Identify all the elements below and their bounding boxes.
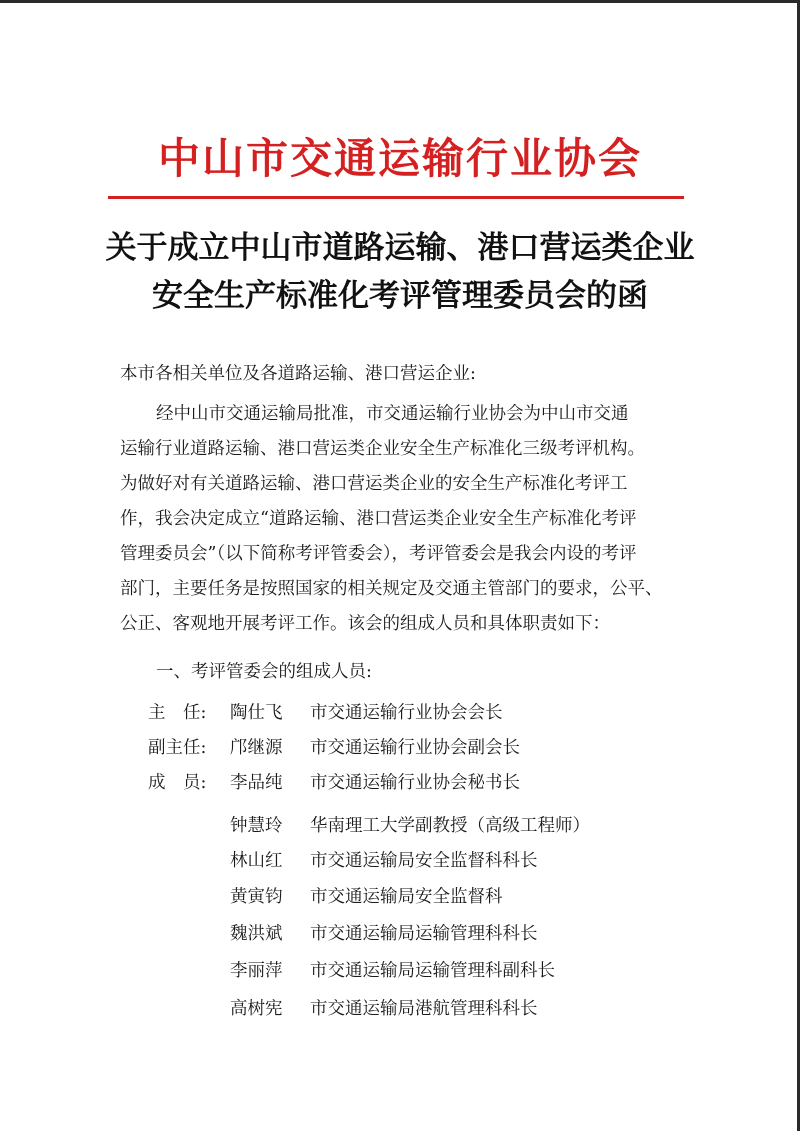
paragraph-line: 部门，主要任务是按照国家的相关规定及交通主管部门的要求，公平、	[120, 579, 663, 599]
member-position: 市交通运输局运输管理科副科长	[310, 961, 555, 981]
member-name: 魏洪斌	[230, 924, 283, 944]
member-position: 市交通运输局运输管理科科长	[310, 924, 538, 944]
paragraph-line: 作，我会决定成立“道路运输、港口营运类企业安全生产标准化考评	[120, 509, 637, 529]
section-heading: 一、考评管委会的组成人员:	[156, 662, 372, 682]
paragraph-line: 运输行业道路运输、港口营运类企业安全生产标准化三级考评机构。	[120, 439, 645, 459]
paragraph-line: 经中山市交通运输局批准，市交通运输行业协会为中山市交通	[156, 404, 629, 424]
member-name: 邝继源	[230, 738, 283, 758]
document-title-line-2: 安全生产标准化考评管理委员会的函	[152, 278, 648, 314]
member-position: 市交通运输局安全监督科科长	[310, 851, 538, 871]
letterhead-divider	[108, 196, 684, 199]
member-position: 市交通运输局安全监督科	[310, 887, 503, 907]
document-title-line-1: 关于成立中山市道路运输、港口营运类企业	[105, 230, 695, 266]
member-role: 副主任:	[148, 738, 207, 758]
member-position: 华南理工大学副教授（高级工程师）	[310, 816, 590, 836]
member-row	[148, 996, 708, 1022]
member-position: 市交通运输局港航管理科科长	[310, 999, 538, 1019]
scan-edge-top	[0, 0, 800, 3]
paragraph-line: 为做好对有关道路运输、港口营运类企业的安全生产标准化考评工	[120, 474, 628, 494]
member-name: 高树宪	[230, 999, 283, 1019]
member-role: 主 任:	[148, 703, 207, 723]
salutation: 本市各相关单位及各道路运输、港口营运企业:	[120, 364, 476, 384]
member-name: 林山红	[230, 851, 283, 871]
member-row	[148, 958, 708, 984]
member-row	[148, 700, 708, 726]
member-role: 成 员:	[148, 773, 207, 793]
paragraph-line: 管理委员会”（以下简称考评管委会），考评管委会是我会内设的考评	[120, 544, 637, 564]
member-position: 市交通运输行业协会副会长	[310, 738, 520, 758]
member-row	[148, 770, 708, 796]
member-name: 李丽萍	[230, 961, 283, 981]
member-row	[148, 884, 708, 910]
member-position: 市交通运输行业协会会长	[310, 703, 503, 723]
member-name: 钟慧玲	[230, 816, 283, 836]
member-position: 市交通运输行业协会秘书长	[310, 773, 520, 793]
member-row	[148, 848, 708, 874]
paragraph-line: 公正、客观地开展考评工作。该会的组成人员和具体职责如下：	[120, 614, 610, 634]
member-name: 黄寅钧	[230, 887, 283, 907]
member-row	[148, 735, 708, 761]
member-name: 陶仕飞	[230, 703, 283, 723]
letterhead-org-name: 中山市交通运输行业协会	[157, 134, 642, 183]
member-row	[148, 813, 708, 839]
member-row	[148, 921, 708, 947]
member-name: 李品纯	[230, 773, 283, 793]
